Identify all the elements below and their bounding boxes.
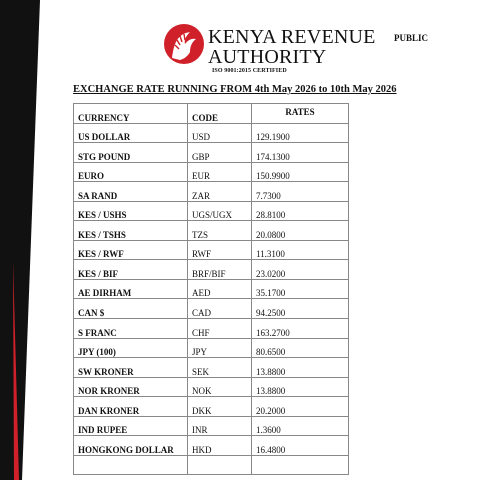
code-cell: TZS [188, 221, 252, 241]
table-row [74, 319, 349, 339]
iso-certification: ISO 9001:2015 CERTIFIED [212, 68, 287, 74]
table-row [74, 455, 349, 475]
table-body [74, 123, 349, 475]
code-cell: AED [188, 279, 252, 299]
exchange-rate-table [73, 103, 349, 475]
code-cell: DKK [188, 397, 252, 417]
currency-cell: DAN KRONER [74, 397, 188, 417]
table-row [74, 377, 349, 397]
currency-cell: S FRANC [74, 319, 188, 339]
code-cell: CAD [188, 299, 252, 319]
kra-lion-logo-icon [162, 22, 206, 66]
code-cell: RWF [188, 240, 252, 260]
table-row [74, 182, 349, 202]
table-row [74, 279, 349, 299]
currency-cell: SA RAND [74, 182, 188, 202]
rate-cell: 174.1300 [252, 143, 349, 163]
header-rates: RATES [252, 104, 349, 124]
currency-cell: AE DIRHAM [74, 279, 188, 299]
currency-cell: KES / BIF [74, 260, 188, 280]
rate-cell: 13.8800 [252, 377, 349, 397]
code-cell: EUR [188, 162, 252, 182]
table-row [74, 201, 349, 221]
brand-line-1: KENYA REVENUE [208, 26, 376, 48]
table-row [74, 162, 349, 182]
code-cell: NOK [188, 377, 252, 397]
currency-cell: KES / TSHS [74, 221, 188, 241]
table-row [74, 416, 349, 436]
header-currency: CURRENCY [74, 104, 188, 124]
code-cell: BRF/BIF [188, 260, 252, 280]
rate-cell: 80.6500 [252, 338, 349, 358]
rate-cell: 94.2500 [252, 299, 349, 319]
table-row [74, 299, 349, 319]
table-header-row [74, 104, 349, 124]
brand-name [208, 27, 376, 67]
currency-cell: US DOLLAR [74, 123, 188, 143]
rate-cell: 35.1700 [252, 279, 349, 299]
currency-cell: NOR KRONER [74, 377, 188, 397]
table-row [74, 338, 349, 358]
currency-cell: IND RUPEE [74, 416, 188, 436]
document-title: EXCHANGE RATE RUNNING FROM 4th May 2026 to 10th May 2026 [73, 84, 397, 95]
currency-cell: EURO [74, 162, 188, 182]
code-cell: USD [188, 123, 252, 143]
currency-cell: STG POUND [74, 143, 188, 163]
code-cell: GBP [188, 143, 252, 163]
rate-cell: 23.0200 [252, 260, 349, 280]
code-cell [188, 455, 252, 475]
table-row [74, 397, 349, 417]
code-cell: HKD [188, 436, 252, 456]
rate-cell: 28.8100 [252, 201, 349, 221]
side-stripe-graphic [0, 0, 40, 480]
rate-cell: 11.3100 [252, 240, 349, 260]
rate-cell [252, 455, 349, 475]
rate-cell: 7.7300 [252, 182, 349, 202]
table-row [74, 123, 349, 143]
currency-cell: CAN $ [74, 299, 188, 319]
rate-cell: 16.4800 [252, 436, 349, 456]
rate-cell: 129.1900 [252, 123, 349, 143]
table-row [74, 436, 349, 456]
code-cell: INR [188, 416, 252, 436]
currency-cell: HONGKONG DOLLAR [74, 436, 188, 456]
rate-cell: 150.9900 [252, 162, 349, 182]
brand-line-2: AUTHORITY [208, 46, 327, 68]
table-row [74, 260, 349, 280]
stripe-black [0, 0, 40, 480]
rate-cell: 20.2000 [252, 397, 349, 417]
currency-cell: KES / RWF [74, 240, 188, 260]
code-cell: JPY [188, 338, 252, 358]
header-code: CODE [188, 104, 252, 124]
rate-cell: 20.0800 [252, 221, 349, 241]
code-cell: UGS/UGX [188, 201, 252, 221]
rate-cell: 1.3600 [252, 416, 349, 436]
code-cell: CHF [188, 319, 252, 339]
currency-cell: JPY (100) [74, 338, 188, 358]
classification-label: PUBLIC [394, 33, 429, 43]
code-cell: SEK [188, 358, 252, 378]
code-cell: ZAR [188, 182, 252, 202]
table-row [74, 240, 349, 260]
rate-cell: 163.2700 [252, 319, 349, 339]
table-row [74, 358, 349, 378]
currency-cell: SW KRONER [74, 358, 188, 378]
currency-cell [74, 455, 188, 475]
table-row [74, 221, 349, 241]
rate-cell: 13.8800 [252, 358, 349, 378]
currency-cell: KES / USHS [74, 201, 188, 221]
table-row [74, 143, 349, 163]
